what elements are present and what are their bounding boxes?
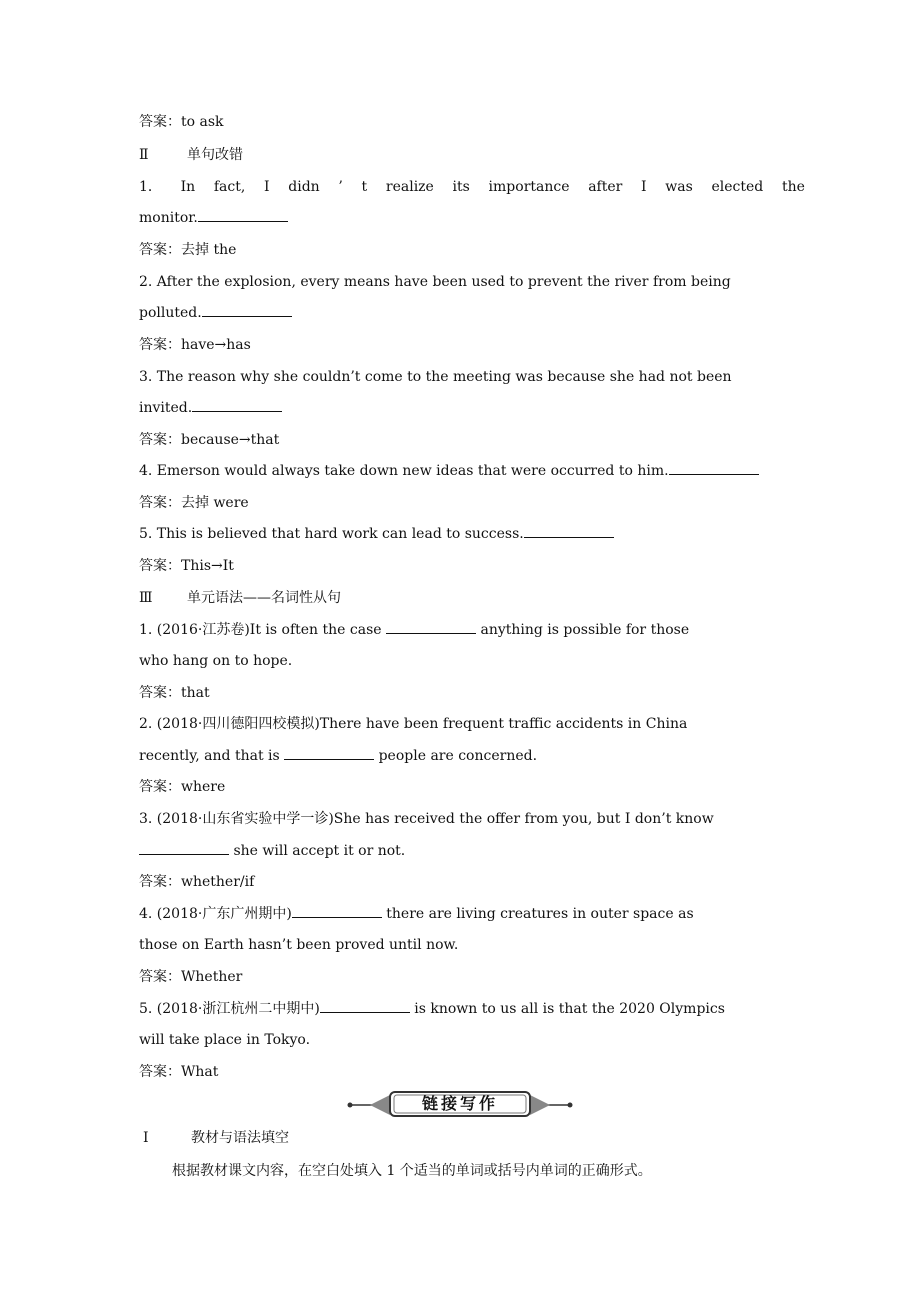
question-text: she will accept it or not. (233, 843, 406, 859)
section-number: Ⅲ (139, 590, 153, 606)
grammar-question-5-line-2: will take place in Tokyo. (139, 1032, 311, 1048)
answer-blank[interactable] (292, 905, 382, 918)
word: 1． (139, 179, 162, 195)
section-heading-1 (143, 1128, 289, 1148)
section-title: 单句改错 (187, 147, 243, 163)
section-number: Ⅰ (143, 1130, 149, 1146)
answer-line: 答案：that (139, 685, 210, 701)
answer-line: 答案：What (139, 1064, 219, 1080)
answer-line: 答案：where (139, 779, 226, 795)
grammar-question-2-line-2 (139, 746, 537, 766)
question-text: recently, and that is (139, 748, 280, 764)
question-text: anything is possible for those (480, 622, 690, 638)
word: after (588, 179, 623, 195)
word: In (180, 179, 196, 195)
word: its (452, 179, 470, 195)
question-2-line-2 (139, 303, 292, 323)
word: didn (288, 179, 320, 195)
answer-blank[interactable] (192, 399, 282, 412)
answer-blank[interactable] (320, 1000, 410, 1013)
answer-blank[interactable] (198, 209, 288, 222)
answer-line: 答案：去掉 were (139, 495, 249, 511)
grammar-question-2-line-1: 2. (2018·四川德阳四校模拟)There have been frequent traffic accidents in China (139, 716, 688, 732)
word: I (641, 179, 647, 195)
answer-line: 答案：to ask (139, 114, 224, 130)
word: realize (385, 179, 434, 195)
answer-line: 答案：Whether (139, 969, 243, 985)
word: the (781, 179, 805, 195)
word: elected (711, 179, 764, 195)
grammar-question-3-line-1: 3. (2018·山东省实验中学一诊)She has received the offer from you, but I don’t know (139, 811, 714, 827)
answer-line: 答案：because→that (139, 432, 280, 448)
grammar-question-1-line-2: who hang on to hope. (139, 653, 293, 669)
answer-blank[interactable] (284, 747, 374, 760)
question-1-line-1 (139, 177, 805, 197)
question-text: 4. (2018·广东广州期中) (139, 906, 292, 922)
question-text: invited. (139, 400, 193, 416)
answer-blank[interactable] (202, 304, 292, 317)
answer-blank[interactable] (524, 525, 614, 538)
answer-blank[interactable] (386, 621, 476, 634)
section-banner (346, 1090, 574, 1118)
answer-line: 答案：whether/if (139, 874, 255, 890)
question-text: is known to us all is that the 2020 Olympics (414, 1001, 725, 1017)
section-title: 单元语法——名词性从句 (187, 590, 341, 606)
answer-line: 答案：have→has (139, 337, 251, 353)
answer-blank[interactable] (669, 462, 759, 475)
question-1-line-2 (139, 208, 288, 228)
grammar-question-4-line-1 (139, 904, 694, 924)
section-heading-3 (139, 588, 341, 608)
question-text: 4. Emerson would always take down new ideas that were occurred to him. (139, 463, 669, 479)
word: fact, (213, 179, 246, 195)
word: was (665, 179, 693, 195)
word: ’ (338, 179, 343, 195)
question-text: monitor. (139, 210, 198, 226)
banner-title: 链接写作 (421, 1094, 498, 1113)
word: importance (488, 179, 570, 195)
question-text: there are living creatures in outer space as (386, 906, 694, 922)
grammar-question-1-line-1 (139, 620, 689, 640)
section-number: Ⅱ (139, 147, 149, 163)
question-text: 5. (2018·浙江杭州二中期中) (139, 1001, 320, 1017)
question-5-line-1 (139, 524, 614, 544)
question-text: 5. This is believed that hard work can lead to success. (139, 526, 524, 542)
word: I (264, 179, 270, 195)
grammar-question-4-line-2: those on Earth hasn’t been proved until now. (139, 937, 459, 953)
instruction-text: 根据教材课文内容，在空白处填入 1 个适当的单词或括号内单词的正确形式。 (172, 1163, 652, 1179)
question-2-line-1: 2. After the explosion, every means have been used to prevent the river from being (139, 274, 731, 290)
grammar-question-3-line-2 (139, 841, 405, 861)
answer-blank[interactable] (139, 842, 229, 855)
question-3-line-2 (139, 398, 282, 418)
section-title: 教材与语法填空 (191, 1130, 289, 1146)
question-4-line-1 (139, 461, 759, 481)
question-3-line-1: 3. The reason why she couldn’t come to the meeting was because she had not been (139, 369, 732, 385)
section-heading-2 (139, 145, 243, 165)
question-text: people are concerned. (378, 748, 538, 764)
word: t (361, 179, 368, 195)
answer-line: 答案：This→It (139, 558, 234, 574)
question-text: 1. (2016·江苏卷)It is often the case (139, 622, 382, 638)
answer-line: 答案：去掉 the (139, 242, 237, 258)
question-text: polluted. (139, 305, 202, 321)
grammar-question-5-line-1 (139, 999, 725, 1019)
